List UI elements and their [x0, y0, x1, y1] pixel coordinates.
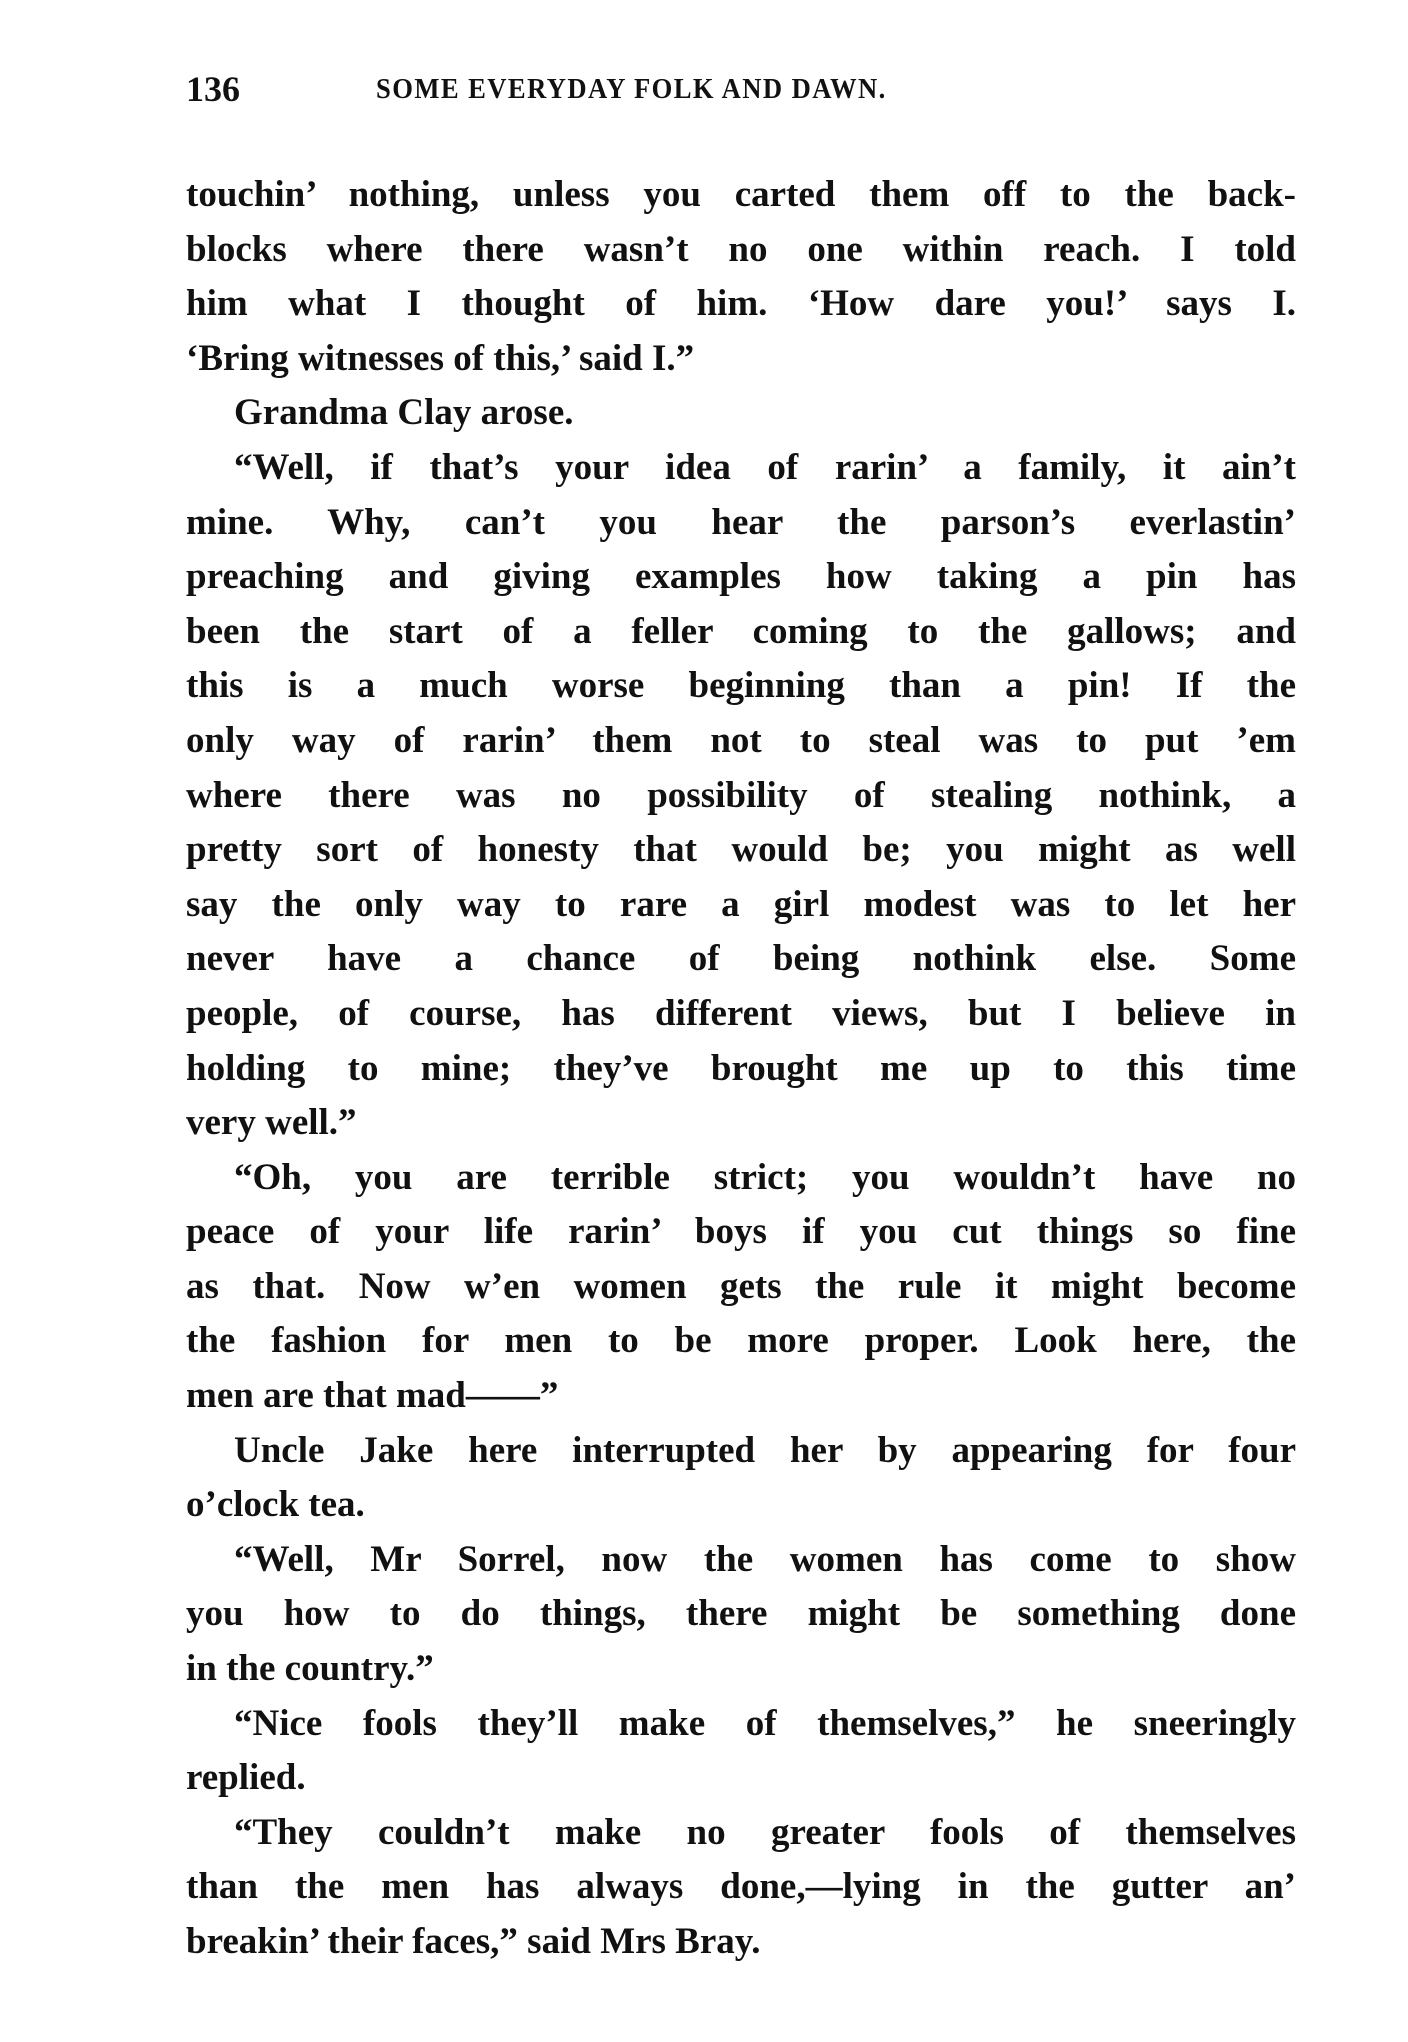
text-line: mine. Why, can’t you hear the parson’s everlastin’ — [186, 501, 1296, 543]
paragraph — [186, 1697, 1296, 1806]
text-line: the fashion for men to be more proper. Look here, the — [186, 1320, 1296, 1362]
text-line: men are that mad——” — [186, 1375, 559, 1417]
text-line: only way of rarin’ them not to steal was to put ’em — [186, 719, 1296, 761]
text-line: you how to do things, there might be something done — [186, 1593, 1296, 1635]
text-line: holding to mine; they’ve brought me up to this time — [186, 1047, 1296, 1089]
paragraph — [186, 1424, 1296, 1533]
running-header — [186, 68, 1306, 112]
text-line: “Well, Mr Sorrel, now the women has come to show — [234, 1538, 1296, 1580]
text-line: ‘Bring witnesses of this,’ said I.” — [186, 337, 695, 379]
text-line: preaching and giving examples how taking a pin has — [186, 556, 1296, 598]
text-line: Uncle Jake here interrupted her by appearing for four — [234, 1429, 1296, 1471]
paragraph — [186, 441, 1296, 1151]
paragraph — [186, 168, 1296, 386]
text-line: as that. Now w’en women gets the rule it might become — [186, 1265, 1296, 1307]
paragraph — [186, 1806, 1296, 1970]
text-line: where there was no possibility of stealing nothink, a — [186, 774, 1296, 816]
text-line: people, of course, has different views, but I believe in — [186, 992, 1296, 1034]
text-line: “Oh, you are terrible strict; you wouldn’t have no — [234, 1156, 1296, 1198]
text-line: replied. — [186, 1757, 306, 1799]
paragraph — [186, 1151, 1296, 1424]
text-line: “Well, if that’s your idea of rarin’ a family, it ain’t — [234, 446, 1296, 488]
text-line: say the only way to rare a girl modest was to let her — [186, 883, 1296, 925]
paragraph — [186, 386, 1296, 441]
text-line: in the country.” — [186, 1648, 434, 1690]
text-line: touchin’ nothing, unless you carted them off to the back- — [186, 174, 1296, 215]
text-line: than the men has always done,—lying in the gutter an’ — [186, 1866, 1296, 1908]
text-line: “Nice fools they’ll make of themselves,” he sneeringly — [234, 1702, 1296, 1744]
text-line: peace of your life rarin’ boys if you cut things so fine — [186, 1211, 1296, 1253]
text-line: very well.” — [186, 1102, 357, 1144]
page-number: 136 — [186, 69, 240, 109]
text-line: this is a much worse beginning than a pin! If the — [186, 665, 1296, 707]
text-line: blocks where there wasn’t no one within reach. I told — [186, 228, 1296, 270]
text-line: o’clock tea. — [186, 1484, 365, 1526]
page-body — [186, 168, 1296, 1970]
text-line: breakin’ their faces,” said Mrs Bray. — [186, 1921, 761, 1962]
text-line: “They couldn’t make no greater fools of themselves — [234, 1811, 1296, 1853]
running-title: SOME EVERYDAY FOLK AND DAWN. — [376, 74, 887, 105]
text-line: never have a chance of being nothink else. Some — [186, 938, 1296, 980]
paragraph — [186, 1533, 1296, 1697]
text-line: him what I thought of him. ‘How dare you!’ says I. — [186, 283, 1296, 325]
text-line: pretty sort of honesty that would be; you might as well — [186, 829, 1296, 871]
text-line: Grandma Clay arose. — [234, 392, 574, 434]
text-line: been the start of a feller coming to the gallows; and — [186, 610, 1296, 652]
